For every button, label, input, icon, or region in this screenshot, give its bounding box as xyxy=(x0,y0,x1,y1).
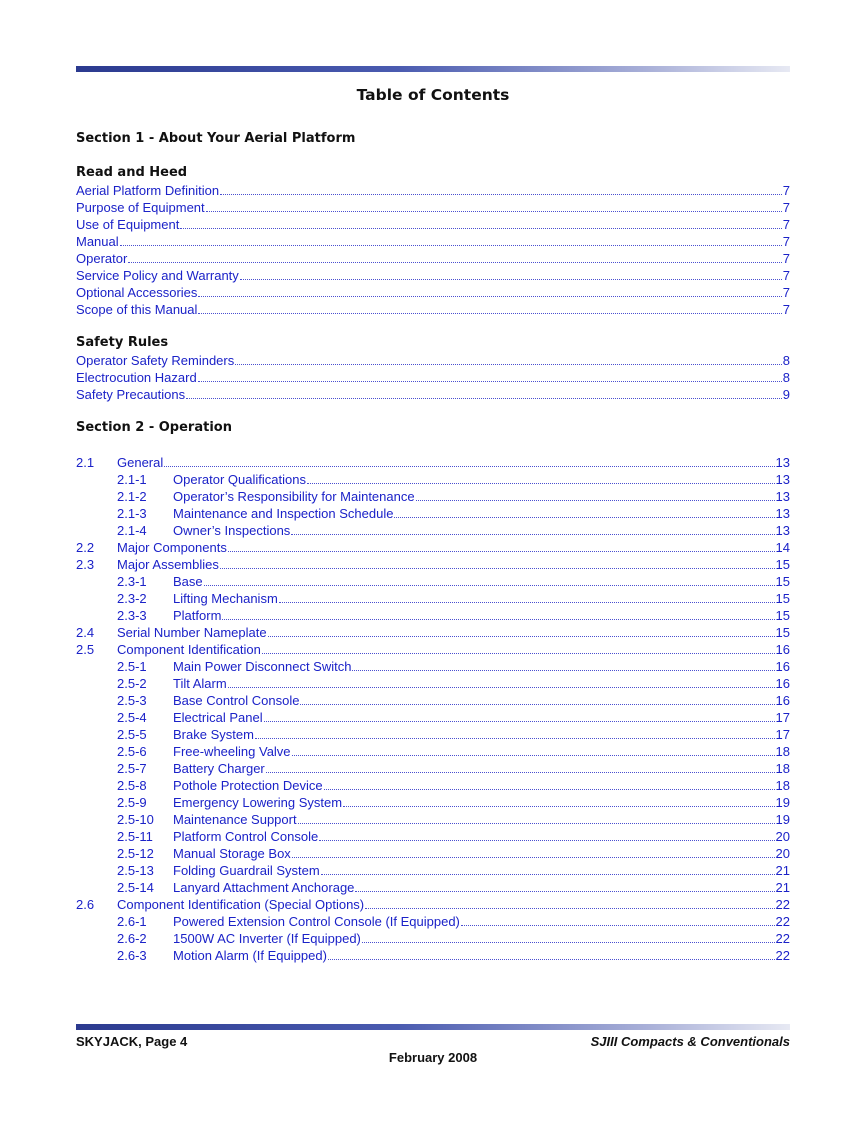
toc-entry[interactable] xyxy=(76,454,790,471)
toc-entry-number: 2.3-2 xyxy=(117,591,147,606)
toc-entry-label[interactable]: Manual xyxy=(76,234,119,249)
toc-entry[interactable] xyxy=(76,811,790,828)
dot-leader xyxy=(228,677,775,688)
toc-entry-number: 2.5-8 xyxy=(117,778,147,793)
dot-leader xyxy=(365,898,774,909)
toc-entry-number: 2.6-1 xyxy=(117,914,147,929)
toc-entry-page[interactable]: 19 xyxy=(775,795,790,810)
toc-entry[interactable] xyxy=(76,726,790,743)
toc-entry-label[interactable]: Motion Alarm (If Equipped) xyxy=(173,948,327,963)
toc-entry-number: 2.5-4 xyxy=(117,710,147,725)
toc-entry-number: 2.5-11 xyxy=(117,829,153,844)
toc-entry[interactable] xyxy=(76,760,790,777)
dot-leader xyxy=(180,218,781,229)
toc-entry-page[interactable]: 7 xyxy=(782,200,790,215)
toc-entry-label[interactable]: Component Identification (Special Options) xyxy=(117,897,365,912)
dot-leader xyxy=(324,779,775,790)
section-2-heading: Section 2 - Operation xyxy=(76,420,232,435)
toc-entry[interactable] xyxy=(76,522,790,539)
toc-entry-page[interactable]: 7 xyxy=(782,302,790,317)
dot-leader xyxy=(128,252,781,263)
toc-entry-number: 2.5-1 xyxy=(117,659,147,674)
toc-entry-page[interactable]: 9 xyxy=(782,387,790,402)
toc-entry-label[interactable]: Operator Qualifications xyxy=(173,472,306,487)
toc-list-section-2 xyxy=(76,454,790,964)
toc-entry-page[interactable]: 22 xyxy=(775,914,790,929)
toc-entry-page[interactable]: 15 xyxy=(775,574,790,589)
toc-entry-page[interactable]: 13 xyxy=(775,506,790,521)
dot-leader xyxy=(291,524,774,535)
toc-entry-label[interactable]: Folding Guardrail System xyxy=(173,863,320,878)
toc-entry-number: 2.6-3 xyxy=(117,948,147,963)
dot-leader xyxy=(206,201,782,212)
toc-entry[interactable] xyxy=(76,607,790,624)
toc-entry[interactable] xyxy=(76,505,790,522)
toc-entry-label[interactable]: Free-wheeling Valve xyxy=(173,744,291,759)
toc-entry-label[interactable]: Lanyard Attachment Anchorage xyxy=(173,880,355,895)
toc-entry-page[interactable]: 17 xyxy=(775,710,790,725)
toc-entry[interactable] xyxy=(76,352,790,369)
toc-entry-page[interactable]: 8 xyxy=(782,353,790,368)
toc-entry-number: 2.5-3 xyxy=(117,693,147,708)
toc-entry-label[interactable]: Major Assemblies xyxy=(117,557,219,572)
dot-leader xyxy=(292,847,775,858)
toc-entry[interactable] xyxy=(76,199,790,216)
toc-list-read-and-heed xyxy=(76,182,790,318)
toc-entry-number: 2.5-9 xyxy=(117,795,147,810)
toc-entry-number: 2.5-14 xyxy=(117,880,154,895)
toc-entry-page[interactable]: 15 xyxy=(775,591,790,606)
toc-entry[interactable] xyxy=(76,641,790,658)
toc-entry-page[interactable]: 20 xyxy=(775,829,790,844)
toc-entry-label[interactable]: Optional Accessories xyxy=(76,285,198,300)
toc-entry[interactable] xyxy=(76,862,790,879)
toc-entry-page[interactable]: 14 xyxy=(775,540,790,555)
dot-leader xyxy=(266,762,775,773)
toc-entry[interactable] xyxy=(76,743,790,760)
toc-entry[interactable] xyxy=(76,624,790,641)
toc-entry[interactable] xyxy=(76,488,790,505)
toc-entry[interactable] xyxy=(76,556,790,573)
toc-entry-label[interactable]: Battery Charger xyxy=(173,761,265,776)
dot-leader xyxy=(355,881,774,892)
toc-entry-label[interactable]: Base Control Console xyxy=(173,693,300,708)
dot-leader xyxy=(164,456,774,467)
toc-entry-page[interactable]: 7 xyxy=(782,234,790,249)
toc-entry-number: 2.1-1 xyxy=(117,472,147,487)
toc-entry-page[interactable]: 15 xyxy=(775,608,790,623)
dot-leader xyxy=(198,303,781,314)
toc-entry-page[interactable]: 13 xyxy=(775,455,790,470)
toc-entry-page[interactable]: 7 xyxy=(782,268,790,283)
toc-entry-page[interactable]: 19 xyxy=(775,812,790,827)
dot-leader xyxy=(328,949,775,960)
dot-leader xyxy=(321,864,775,875)
toc-entry-label[interactable]: Safety Precautions xyxy=(76,387,186,402)
dot-leader xyxy=(264,711,775,722)
toc-entry-label[interactable]: Scope of this Manual xyxy=(76,302,198,317)
toc-entry[interactable] xyxy=(76,267,790,284)
toc-entry-label[interactable]: Service Policy and Warranty xyxy=(76,268,239,283)
toc-entry-page[interactable]: 21 xyxy=(775,880,790,895)
toc-entry-label[interactable]: Emergency Lowering System xyxy=(173,795,343,810)
dot-leader xyxy=(307,473,775,484)
toc-entry-number: 2.1-2 xyxy=(117,489,147,504)
toc-entry[interactable] xyxy=(76,709,790,726)
toc-entry[interactable] xyxy=(76,777,790,794)
toc-entry[interactable] xyxy=(76,675,790,692)
page-title: Table of Contents xyxy=(356,86,510,104)
toc-entry-page[interactable]: 22 xyxy=(775,948,790,963)
toc-entry-number: 2.5-5 xyxy=(117,727,147,742)
section-1-heading: Section 1 - About Your Aerial Platform xyxy=(76,131,356,146)
toc-entry[interactable] xyxy=(76,573,790,590)
toc-entry-page[interactable]: 22 xyxy=(775,931,790,946)
toc-entry-label[interactable]: Operator Safety Reminders xyxy=(76,353,235,368)
dot-leader xyxy=(198,371,782,382)
dot-leader xyxy=(255,728,775,739)
toc-entry-page[interactable]: 16 xyxy=(775,676,790,691)
toc-entry-page[interactable]: 21 xyxy=(775,863,790,878)
toc-entry-page[interactable]: 18 xyxy=(775,778,790,793)
toc-entry[interactable] xyxy=(76,590,790,607)
dot-leader xyxy=(300,694,774,705)
dot-leader xyxy=(461,915,775,926)
toc-entry-number: 2.1-3 xyxy=(117,506,147,521)
dot-leader xyxy=(362,932,775,943)
dot-leader xyxy=(120,235,782,246)
toc-entry-number: 2.6 xyxy=(76,897,95,912)
toc-entry-label[interactable]: Tilt Alarm xyxy=(173,676,227,691)
toc-entry-label[interactable]: Maintenance Support xyxy=(173,812,297,827)
dot-leader xyxy=(220,184,782,195)
toc-entry[interactable] xyxy=(76,845,790,862)
toc-entry-page[interactable]: 13 xyxy=(775,472,790,487)
group-heading-read-and-heed: Read and Heed xyxy=(76,165,188,180)
toc-entry-number: 2.5-2 xyxy=(117,676,147,691)
toc-entry-page[interactable]: 20 xyxy=(775,846,790,861)
toc-entry-page[interactable]: 22 xyxy=(775,897,790,912)
toc-entry-number: 2.5 xyxy=(76,642,95,657)
toc-entry-label[interactable]: Pothole Protection Device xyxy=(173,778,323,793)
toc-entry-page[interactable]: 7 xyxy=(782,251,790,266)
toc-entry-label[interactable]: Main Power Disconnect Switch xyxy=(173,659,352,674)
toc-entry-label[interactable]: Brake System xyxy=(173,727,254,742)
dot-leader xyxy=(292,745,775,756)
toc-entry-number: 2.3 xyxy=(76,557,95,572)
toc-entry-label[interactable]: Lifting Mechanism xyxy=(173,591,278,606)
toc-entry-label[interactable]: Base xyxy=(173,574,203,589)
footer-product-name: SJIII Compacts & Conventionals xyxy=(590,1034,790,1049)
dot-leader xyxy=(394,507,774,518)
toc-entry-page[interactable]: 15 xyxy=(775,625,790,640)
toc-entry-label[interactable]: Electrocution Hazard xyxy=(76,370,197,385)
dot-leader xyxy=(298,813,775,824)
toc-entry[interactable] xyxy=(76,250,790,267)
dot-leader xyxy=(268,626,775,637)
toc-entry-number: 2.3-1 xyxy=(117,574,147,589)
toc-entry[interactable] xyxy=(76,896,790,913)
toc-entry-label[interactable]: Platform Control Console xyxy=(173,829,319,844)
toc-entry-label[interactable]: Owner’s Inspections xyxy=(173,523,291,538)
toc-entry-number: 2.6-2 xyxy=(117,931,147,946)
dot-leader xyxy=(186,388,782,399)
toc-entry-label[interactable]: Operator xyxy=(76,251,128,266)
toc-entry-number: 2.5-7 xyxy=(117,761,147,776)
toc-entry-number: 2.5-13 xyxy=(117,863,154,878)
toc-entry-label[interactable]: Maintenance and Inspection Schedule xyxy=(173,506,394,521)
toc-entry[interactable] xyxy=(76,930,790,947)
toc-entry-label[interactable]: Manual Storage Box xyxy=(173,846,291,861)
dot-leader xyxy=(262,643,775,654)
toc-entry[interactable] xyxy=(76,539,790,556)
toc-entry-page[interactable]: 8 xyxy=(782,370,790,385)
dot-leader xyxy=(204,575,775,586)
toc-entry[interactable] xyxy=(76,233,790,250)
toc-entry[interactable] xyxy=(76,692,790,709)
toc-entry-label[interactable]: Purpose of Equipment xyxy=(76,200,205,215)
toc-entry-label[interactable]: Powered Extension Control Console (If Equipped) xyxy=(173,914,460,929)
toc-entry-number: 2.1 xyxy=(76,455,95,470)
toc-entry-page[interactable]: 16 xyxy=(775,693,790,708)
dot-leader xyxy=(235,354,782,365)
toc-entry-label[interactable]: 1500W AC Inverter (If Equipped) xyxy=(173,931,361,946)
toc-entry[interactable] xyxy=(76,947,790,964)
toc-entry-page[interactable]: 15 xyxy=(775,557,790,572)
toc-entry-label[interactable]: Major Components xyxy=(117,540,227,555)
toc-entry[interactable] xyxy=(76,828,790,845)
toc-entry-page[interactable]: 16 xyxy=(775,642,790,657)
dot-leader xyxy=(228,541,775,552)
toc-entry[interactable] xyxy=(76,182,790,199)
toc-entry-page[interactable]: 17 xyxy=(775,727,790,742)
dot-leader xyxy=(319,830,774,841)
toc-entry-page[interactable]: 18 xyxy=(775,761,790,776)
dot-leader xyxy=(198,286,781,297)
toc-entry-label[interactable]: Use of Equipment xyxy=(76,217,180,232)
toc-entry[interactable] xyxy=(76,369,790,386)
toc-entry[interactable] xyxy=(76,879,790,896)
footer-page-label: SKYJACK, Page 4 xyxy=(76,1034,188,1049)
dot-leader xyxy=(279,592,775,603)
toc-entry-number: 2.2 xyxy=(76,540,95,555)
dot-leader xyxy=(352,660,774,671)
toc-entry-label[interactable]: General xyxy=(117,455,164,470)
toc-entry-page[interactable]: 7 xyxy=(782,183,790,198)
toc-entry-label[interactable]: Serial Number Nameplate xyxy=(117,625,267,640)
toc-entry-label[interactable]: Aerial Platform Definition xyxy=(76,183,220,198)
toc-entry-label[interactable]: Operator’s Responsibility for Maintenance xyxy=(173,489,415,504)
dot-leader xyxy=(240,269,782,280)
toc-entry-number: 2.5-6 xyxy=(117,744,147,759)
group-heading-safety-rules: Safety Rules xyxy=(76,335,169,350)
dot-leader xyxy=(416,490,775,501)
dot-leader xyxy=(222,609,774,620)
toc-entry[interactable] xyxy=(76,658,790,675)
toc-entry-page[interactable]: 13 xyxy=(775,523,790,538)
toc-entry[interactable] xyxy=(76,471,790,488)
toc-entry-label[interactable]: Platform xyxy=(173,608,222,623)
toc-entry-page[interactable]: 16 xyxy=(775,659,790,674)
toc-entry-page[interactable]: 7 xyxy=(782,217,790,232)
dot-leader xyxy=(343,796,774,807)
toc-entry-label[interactable]: Electrical Panel xyxy=(173,710,263,725)
toc-entry-number: 2.3-3 xyxy=(117,608,147,623)
toc-entry[interactable] xyxy=(76,386,790,403)
toc-entry[interactable] xyxy=(76,284,790,301)
footer-rule xyxy=(76,1024,790,1030)
toc-entry[interactable] xyxy=(76,301,790,318)
header-rule xyxy=(76,66,790,72)
footer-date: February 2008 xyxy=(388,1050,478,1065)
toc-entry-number: 2.1-4 xyxy=(117,523,147,538)
toc-entry-page[interactable]: 7 xyxy=(782,285,790,300)
toc-entry[interactable] xyxy=(76,794,790,811)
toc-entry[interactable] xyxy=(76,216,790,233)
dot-leader xyxy=(220,558,775,569)
toc-entry-page[interactable]: 18 xyxy=(775,744,790,759)
toc-entry-number: 2.5-12 xyxy=(117,846,154,861)
toc-entry-number: 2.5-10 xyxy=(117,812,154,827)
toc-entry-label[interactable]: Component Identification xyxy=(117,642,261,657)
toc-entry-number: 2.4 xyxy=(76,625,95,640)
toc-entry-page[interactable]: 13 xyxy=(775,489,790,504)
toc-entry[interactable] xyxy=(76,913,790,930)
toc-list-safety-rules xyxy=(76,352,790,403)
